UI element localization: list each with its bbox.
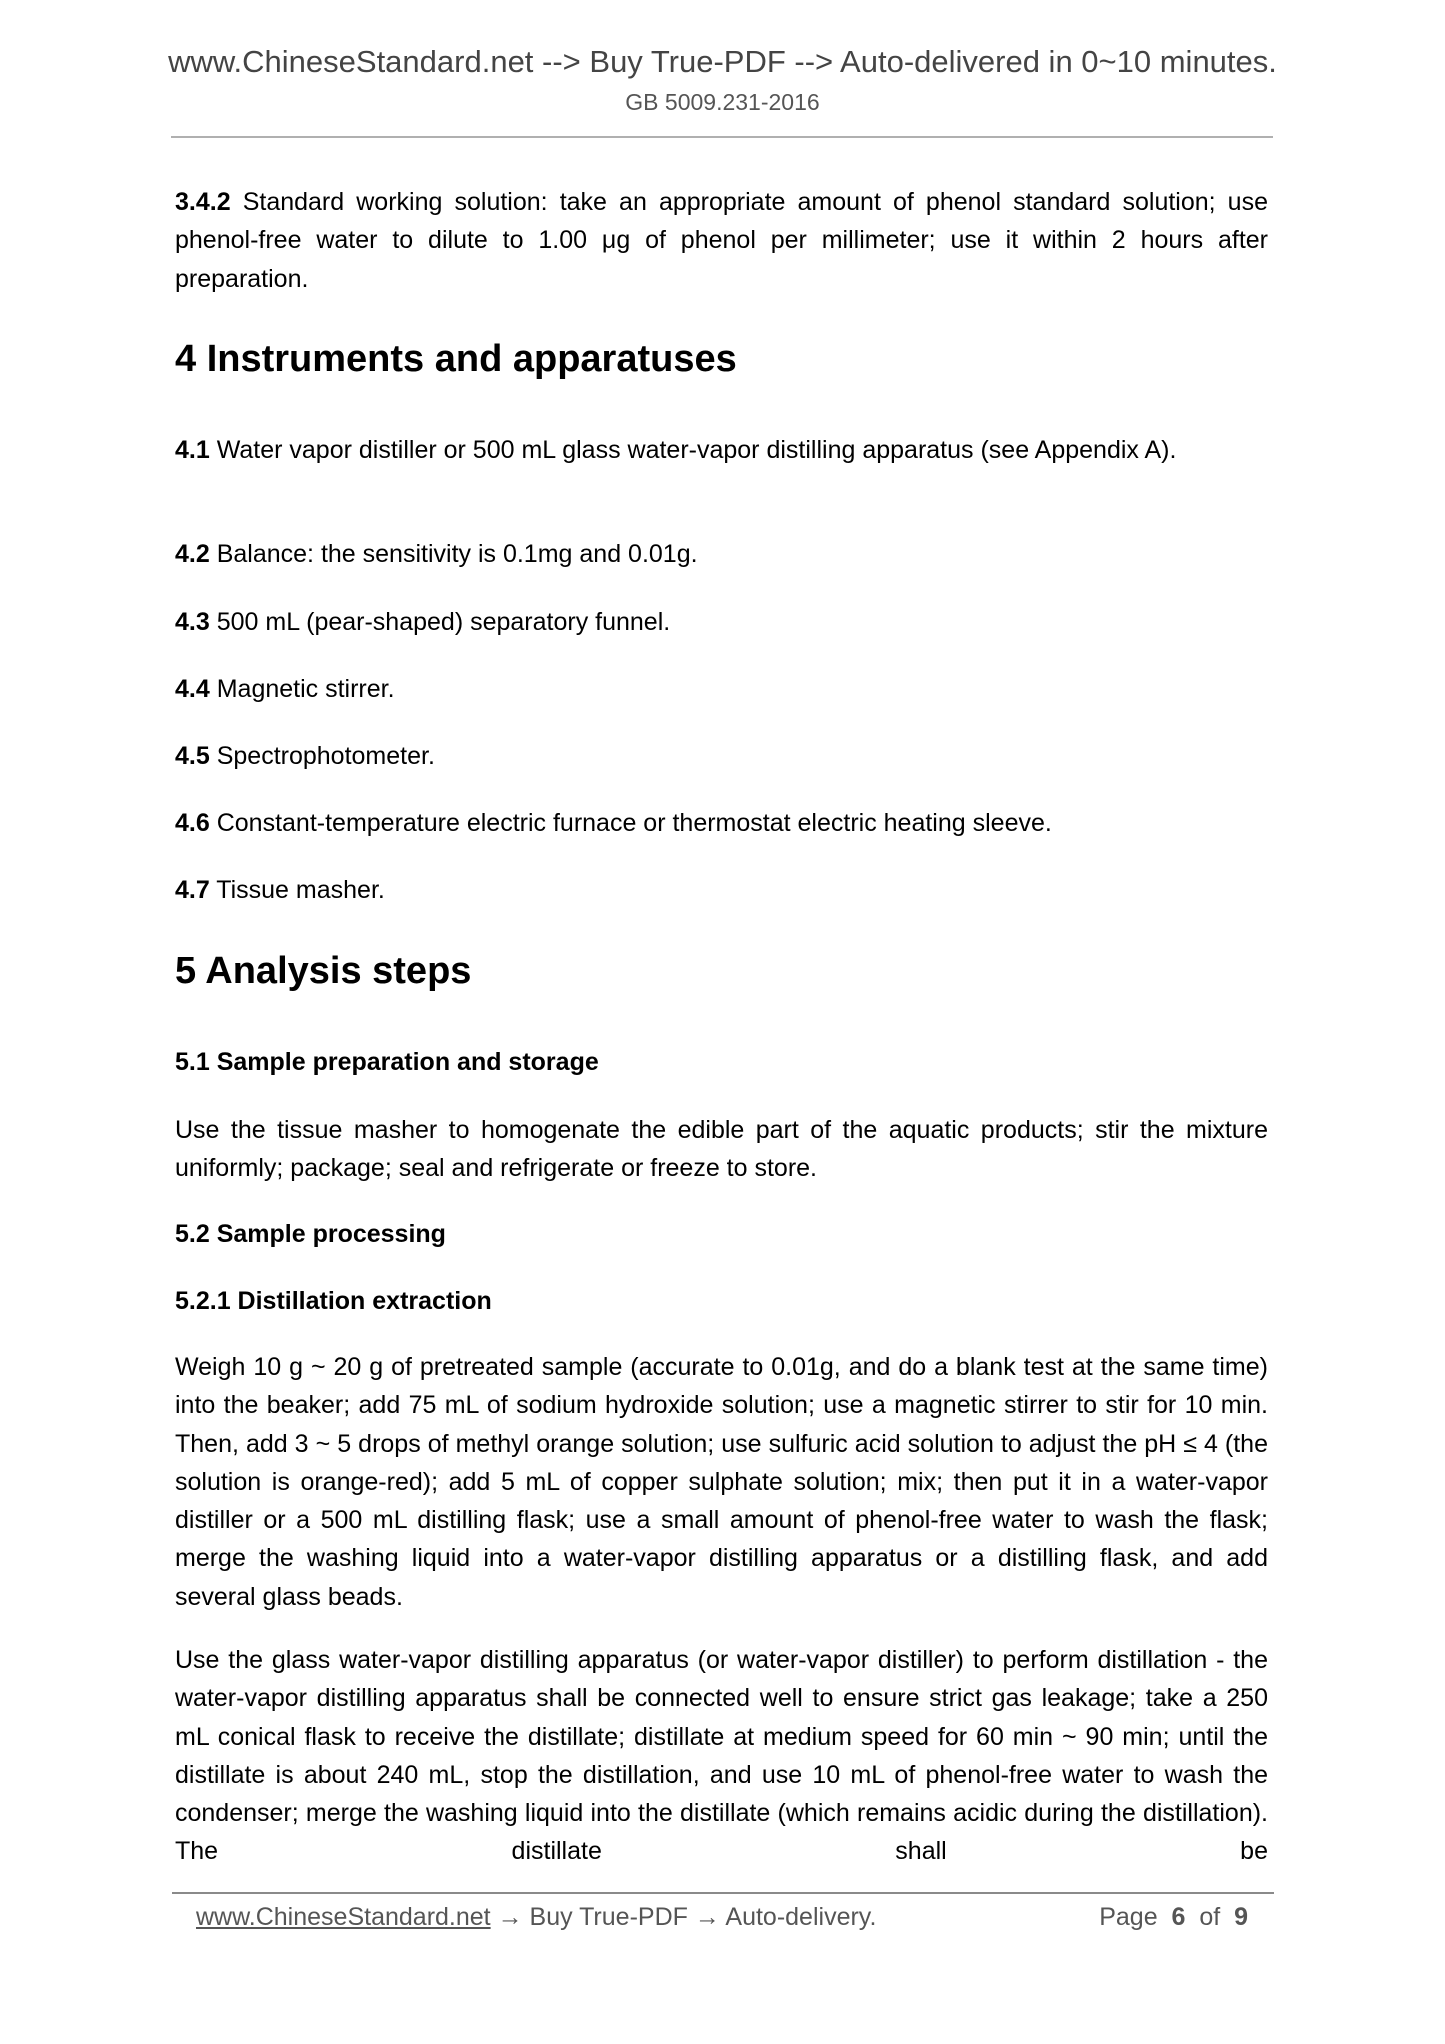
- subsection-heading-5-2-1: 5.2.1 Distillation extraction: [175, 1287, 492, 1315]
- subsection-heading-5-2: 5.2 Sample processing: [175, 1220, 446, 1248]
- item-4-2: 4.2 Balance: the sensitivity is 0.1mg and 0.01g.: [175, 540, 698, 568]
- page-indicator: Page 6 of 9: [1099, 1903, 1248, 1931]
- item-4-5: 4.5 Spectrophotometer.: [175, 742, 435, 770]
- document-id: GB 5009.231-2016: [625, 89, 820, 115]
- paragraph-3-4-2: 3.4.2 Standard working solution: take an appropriate amount of phenol standard solution; use phenol-free water to dilute to 1.00 μg of phenol per millimeter; use it within 2 hours after preparation.: [175, 188, 1268, 293]
- clause-number: 3.4.2: [175, 188, 231, 216]
- item-4-3: 4.3 500 mL (pear-shaped) separatory funnel.: [175, 608, 671, 636]
- item-4-1: 4.1 Water vapor distiller or 500 mL glass water-vapor distilling apparatus (see Appendix A).: [175, 436, 1177, 464]
- footer-text: → Buy True-PDF → Auto-delivery.: [490, 1903, 877, 1931]
- footer-divider: [172, 1892, 1274, 1894]
- section-heading-4: 4 Instruments and apparatuses: [175, 338, 737, 380]
- header-banner: www.ChineseStandard.net --> Buy True-PDF --> Auto-delivered in 0~10 minutes.: [168, 44, 1277, 79]
- header-divider: [171, 136, 1273, 138]
- subsection-heading-5-1: 5.1 Sample preparation and storage: [175, 1048, 599, 1076]
- item-4-6: 4.6 Constant-temperature electric furnace or thermostat electric heating sleeve.: [175, 809, 1052, 837]
- current-page: 6: [1171, 1903, 1186, 1931]
- footer-site-link[interactable]: www.ChineseStandard.net: [196, 1903, 491, 1931]
- paragraph-5-2-1-distill: Use the glass water-vapor distilling apparatus (or water-vapor distiller) to perform distillation - the water-vapor distilling apparatus shall be connected well to ensure strict gas leakage; take a 250 mL conical flask to receive the distillate; distillate at medium speed for 60 min ~ 90 min; until the distillate is about 240 mL, stop the distillation, and use 10 mL of phenol-free water to wash the condenser; merge the washing liquid into the distillate (which remains acidic during the distillation). The distillate shall be: [175, 1646, 1268, 1866]
- section-heading-5: 5 Analysis steps: [175, 950, 472, 992]
- item-4-4: 4.4 Magnetic stirrer.: [175, 675, 395, 703]
- paragraph-5-1: Use the tissue masher to homogenate the edible part of the aquatic products; stir the mixture uniformly; package; seal and refrigerate or freeze to store.: [175, 1116, 1268, 1183]
- total-pages: 9: [1234, 1903, 1248, 1931]
- page-footer: [196, 1900, 1248, 1934]
- item-4-7: 4.7 Tissue masher.: [175, 876, 385, 904]
- paragraph-5-2-1-weigh: Weigh 10 g ~ 20 g of pretreated sample (accurate to 0.01g, and do a blank test at the same time) into the beaker; add 75 mL of sodium hydroxide solution; use a magnetic stirrer to stir for 10 min. Then, add 3 ~ 5 drops of methyl orange solution; use sulfuric acid solution to adjust the pH ≤ 4 (the solution is orange-red); add 5 mL of copper sulphate solution; mix; then put it in a water-vapor distiller or a 500 mL distilling flask; use a small amount of phenol-free water to wash the flask; merge the washing liquid into a water-vapor distilling apparatus or a distilling flask, and add several glass beads.: [175, 1353, 1268, 1611]
